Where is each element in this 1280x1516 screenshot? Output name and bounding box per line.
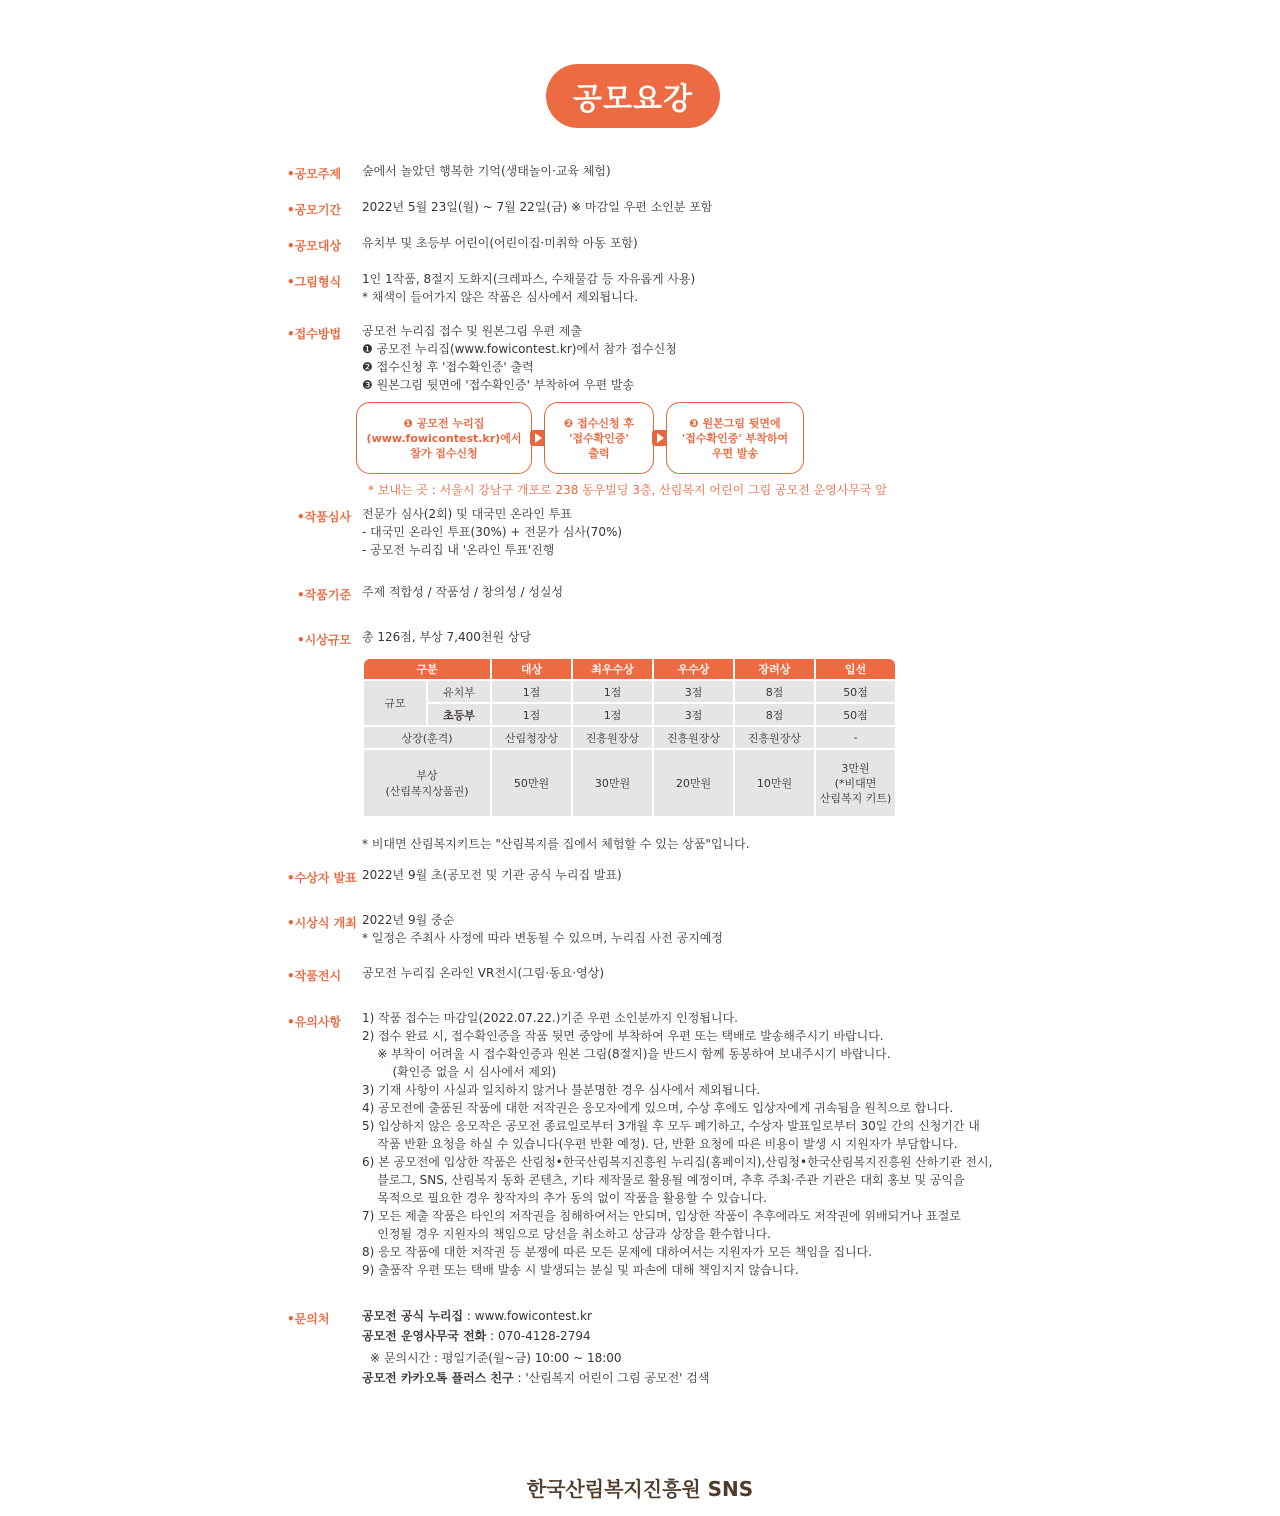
table-cell-bonus-label: 부상 (산림복지상품권)	[364, 750, 490, 816]
content-target: 유치부 및 초등부 어린이(어린이집·미취학 아동 포함)	[362, 236, 638, 250]
list-item: 6) 본 공모전에 입상한 작품은 산림청•한국산림복지진흥원 누리집(홈페이지),산림청•한국산림복지진흥원 산하기관 전시,	[362, 1155, 993, 1169]
label-method: •접수방법	[287, 327, 342, 341]
website-link[interactable]: : www.fowicontest.kr	[463, 1309, 592, 1323]
label-judging: •작품심사	[297, 510, 352, 524]
table-cell: 8점	[735, 704, 814, 725]
table-cell: 8점	[735, 681, 814, 702]
table-cell: 진흥원장상	[573, 727, 652, 748]
table-footnote: * 비대면 산림복지키트는 "산림복지를 집에서 체험할 수 있는 상품"입니다.	[362, 837, 750, 851]
table-cell: 30만원	[573, 750, 652, 816]
table-cell: 진흥원장상	[654, 727, 733, 748]
label-period: •공모기간	[287, 203, 342, 217]
list-item: 4) 공모전에 출품된 작품에 대한 저작권은 응모자에게 있으며, 수상 후에도 입상자에게 귀속됨을 원칙으로 합니다.	[362, 1101, 954, 1115]
footer-sns-title: 한국산림복지진흥원 SNS	[526, 1477, 754, 1501]
list-item: (확인증 없을 시 심사에서 제외)	[362, 1065, 557, 1079]
table-cell: 1점	[573, 681, 652, 702]
table-header-row	[364, 659, 895, 679]
table-cell: 50점	[816, 681, 895, 702]
table-cell: 20만원	[654, 750, 733, 816]
flow-step-3: ❸ 원본그림 뒷면에 '접수확인증' 부착하여 우편 발송	[666, 402, 804, 474]
table-header-cell: 입선	[816, 659, 895, 679]
list-item: 작품 반환 요청을 하실 수 있습니다(우편 반환 예정). 단, 반환 요청에 따른 비용이 발생 시 지원자가 부담합니다.	[362, 1137, 958, 1151]
content-announce: 2022년 9월 초(공모전 및 기관 공식 누리집 발표)	[362, 868, 622, 882]
list-item: 목적으로 필요한 경우 창작자의 추가 동의 없이 작품을 활용할 수 있습니다.	[362, 1191, 767, 1205]
table-cell: 10만원	[735, 750, 814, 816]
label-notes: •유의사항	[287, 1015, 342, 1029]
table-cell: 50점	[816, 704, 895, 725]
table-cell-certificate-label: 상장(훈격)	[364, 727, 490, 748]
table-cell: -	[816, 727, 895, 748]
table-header-cell: 대상	[492, 659, 571, 679]
page-title: 공모요강	[546, 64, 720, 128]
list-item: 9) 출품작 우편 또는 택배 발송 시 발생되는 분실 및 파손에 대해 책임지지 않습니다.	[362, 1263, 799, 1277]
table-cell: 진흥원장상	[735, 727, 814, 748]
table-cell: 1점	[492, 704, 571, 725]
table-cell-category: 초등부	[428, 704, 490, 725]
content-judging: 전문가 심사(2회) 및 대국민 온라인 투표 - 대국민 온라인 투표(30%) + 전문가 심사(70%) - 공모전 누리집 내 '온라인 투표'진행	[362, 507, 623, 557]
table-cell-scale: 규모	[364, 681, 426, 725]
list-item: 1) 작품 접수는 마감일(2022.07.22.)기준 우편 소인분까지 인정됩니다.	[362, 1011, 738, 1025]
label-exhibit: •작품전시	[287, 969, 342, 983]
table-header-cell: 최우수상	[573, 659, 652, 679]
label-awards: •시상규모	[297, 633, 352, 647]
content-contact: 공모전 공식 누리집 : www.fowicontest.kr 공모전 운영사무국 전화 : 070-4128-2794 ※ 문의시간 : 평일기준(월~금) 10:00 ~ 18:00 공모전 카카오톡 플러스 친구 : '산림복지 어린이 그림 공모전' 검색	[362, 1309, 710, 1385]
label-criteria: •작품기준	[297, 588, 352, 602]
table-cell: 50만원	[492, 750, 571, 816]
phone-number: : 070-4128-2794	[486, 1329, 591, 1343]
label-format: •그림형식	[287, 275, 342, 289]
content-awards: 총 126점, 부상 7,400천원 상당	[362, 630, 532, 644]
label-theme: •공모주제	[287, 167, 342, 181]
table-cell: 1점	[573, 704, 652, 725]
prize-table	[362, 657, 897, 818]
content-format: 1인 1작품, 8절지 도화지(크레파스, 수채물감 등 자유롭게 사용) * 채색이 들어가지 않은 작품은 심사에서 제외됩니다.	[362, 272, 696, 304]
content-theme: 숲에서 놀았던 행복한 기억(생태놀이·교육 체험)	[362, 164, 611, 178]
content-exhibit: 공모전 누리집 온라인 VR전시(그림·동요·영상)	[362, 966, 605, 980]
table-cell: 3점	[654, 681, 733, 702]
content-criteria: 주제 적합성 / 작품성 / 창의성 / 성실성	[362, 585, 564, 599]
table-cell: 3만원 (*비대면 산림복지 키트)	[816, 750, 895, 816]
list-item: 5) 입상하지 않은 응모작은 공모전 종료일로부터 3개월 후 모두 폐기하고, 수상자 발표일로부터 30일 간의 신청기간 내	[362, 1119, 980, 1133]
table-row	[364, 704, 895, 725]
list-item: 2) 접수 완료 시, 접수확인증을 작품 뒷면 중앙에 부착하여 우편 또는 택배로 발송해주시기 바랍니다.	[362, 1029, 884, 1043]
content-period: 2022년 5월 23일(월) ~ 7월 22일(금) ※ 마감일 우편 소인분 포함	[362, 200, 713, 214]
label-ceremony: •시상식 개최	[287, 916, 357, 930]
list-item: 7) 모든 제출 작품은 타인의 저작권을 침해하여서는 안되며, 입상한 작품이 추후에라도 저작권에 위배되거나 표절로	[362, 1209, 961, 1223]
label-contact: •문의처	[287, 1312, 330, 1326]
label-target: •공모대상	[287, 239, 342, 253]
table-header-cell: 장려상	[735, 659, 814, 679]
list-item: ※ 부착이 어려울 시 접수확인증과 원본 그림(8절지)을 반드시 함께 동봉하여 보내주시기 바랍니다.	[362, 1047, 891, 1061]
table-cell: 1점	[492, 681, 571, 702]
flow-step-1: ❶ 공모전 누리집 (www.fowicontest.kr)에서 참가 접수신청	[356, 402, 532, 474]
list-item: 8) 응모 작품에 대한 저작권 등 분쟁에 따른 모든 문제에 대하여서는 지원자가 모든 책임을 집니다.	[362, 1245, 873, 1259]
list-item: 3) 기재 사항이 사실과 일치하지 않거나 불분명한 경우 심사에서 제외됩니다.	[362, 1083, 761, 1097]
label-announce: •수상자 발표	[287, 871, 357, 885]
table-cell-category: 유치부	[428, 681, 490, 702]
table-header-cell: 구분	[364, 659, 490, 679]
list-item: 블로그, SNS, 산림복지 동화 콘텐츠, 기타 제작물로 활용될 예정이며, 추후 주최·주관 기관은 대회 홍보 및 공익을	[362, 1173, 965, 1187]
list-item: 인정될 경우 지원자의 책임으로 당선을 취소하고 상금과 상장을 환수합니다.	[362, 1227, 771, 1241]
table-header-cell: 우수상	[654, 659, 733, 679]
table-row	[364, 727, 895, 748]
mailing-address: * 보내는 곳 : 서울시 강남구 개포로 238 동우빌딩 3층, 산림복지 어린이 그림 공모전 운영사무국 앞	[368, 483, 887, 497]
content-method: 공모전 누리집 접수 및 원본그림 우편 제출 ❶ 공모전 누리집(www.fowicontest.kr)에서 참가 접수신청 ❷ 접수신청 후 '접수확인증' 출력 ❸ 원본그림 뒷면에 '접수확인증' 부착하여 우편 발송	[362, 324, 677, 392]
content-notes	[362, 1009, 992, 1279]
table-row	[364, 750, 895, 816]
flow-step-2: ❷ 접수신청 후 '접수확인증' 출력	[544, 402, 654, 474]
table-cell: 3점	[654, 704, 733, 725]
table-row	[364, 681, 895, 702]
content-ceremony: 2022년 9월 중순 * 일정은 주최사 사정에 따라 변동될 수 있으며, 누리집 사전 공지예정	[362, 913, 723, 945]
table-cell: 산림청장상	[492, 727, 571, 748]
